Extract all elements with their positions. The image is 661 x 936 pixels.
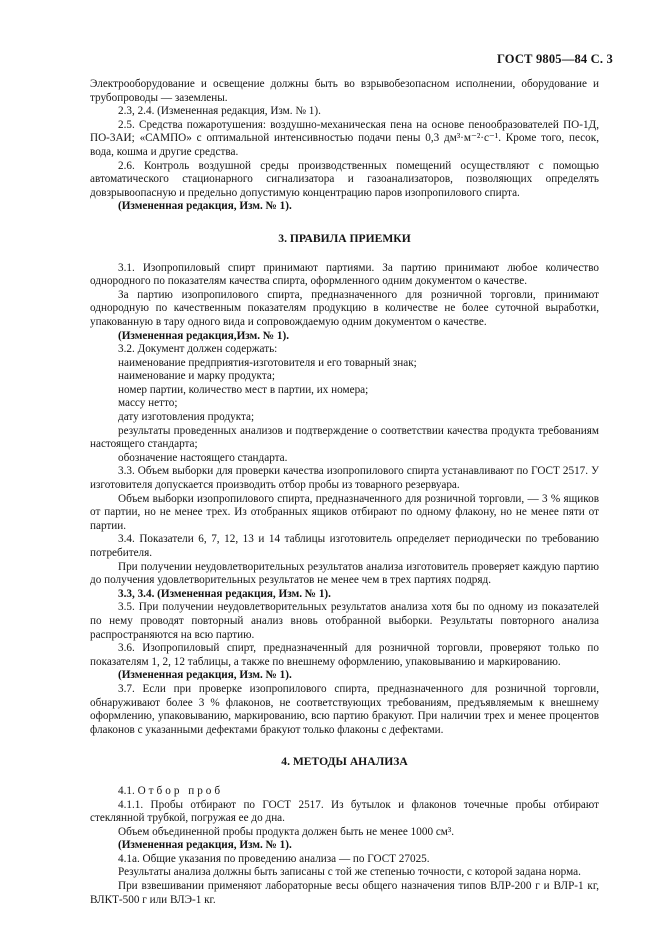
list-item: обозначение настоящего стандарта. bbox=[118, 451, 288, 464]
amendment-note: (Измененная редакция,Изм. № 1). bbox=[118, 329, 289, 342]
paragraph: 3.1. Изопропиловый спирт принимают партиями. За партию принимают любое количество однородного по показателям качества спирта, оформленного одним документом о качестве. bbox=[90, 261, 599, 288]
list-item: массу нетто; bbox=[118, 397, 178, 410]
paragraph: 3.3. Объем выборки для проверки качества изопропилового спирта устанавливают по ГОСТ 2517. У изготовителя допускается производить отбор пробы из товарного резервуара. bbox=[90, 465, 599, 492]
amendment-note: 3.3, 3.4. (Измененная редакция, Изм. № 1). bbox=[118, 587, 331, 600]
paragraph bbox=[90, 785, 599, 799]
paragraph: Электрооборудование и освещение должны быть во взрывобезопасном исполнении, оборудование и трубопроводы — заземлены. bbox=[90, 78, 599, 104]
paragraph: 3.2. Документ должен содержать: bbox=[118, 343, 278, 356]
subsection-number: 4.1. bbox=[118, 784, 135, 797]
subsection-title: Отбор проб bbox=[137, 784, 224, 797]
paragraph: 3.5. При получении неудовлетворительных результатов анализа хотя бы по одному из показателей по нему проводят повторный анализ вновь отобранной выборки. Результаты повторного анализа распространяются на всю партию. bbox=[90, 601, 599, 641]
paragraph: 4.1.1. Пробы отбирают по ГОСТ 2517. Из бутылок и флаконов точечные пробы отбирают стеклянной трубкой, погружая ее до дна. bbox=[90, 798, 599, 825]
paragraph: 3.4. Показатели 6, 7, 12, 13 и 14 таблицы изготовитель определяет периодически по требованию потребителя. bbox=[90, 533, 599, 559]
paragraph: При взвешивании применяют лабораторные весы общего назначения типов ВЛР-200 г и ВЛР-1 кг, ВЛКТ-500 г или ВЛЭ-1 кг. bbox=[90, 880, 599, 906]
paragraph: Результаты анализа должны быть записаны с той же степенью точности, с которой задана норма. bbox=[118, 866, 581, 879]
document-body bbox=[90, 78, 599, 907]
paragraph: За партию изопропилового спирта, предназначенного для розничной торговли, принимают однородную по качественным показателям продукцию в количестве не более суточной выработки, упакованную в тару одного вида и сопровождаемую одним документом о качестве. bbox=[90, 288, 599, 328]
paragraph: 4.1а. Общие указания по проведению анализа — по ГОСТ 27025. bbox=[118, 852, 430, 865]
list-item: наименование предприятия-изготовителя и его товарный знак; bbox=[118, 356, 417, 369]
amendment-note: (Измененная редакция, Изм. № 1). bbox=[118, 200, 292, 213]
paragraph: 2.3, 2.4. (Измененная редакция, Изм. № 1). bbox=[118, 105, 321, 118]
section-heading: 3. ПРАВИЛА ПРИЕМКИ bbox=[278, 231, 411, 245]
paragraph: 2.5. Средства пожаротушения: воздушно-механическая пена на основе пенообразователей ПО-1Д, ПО-3АИ; «САМПО» с оптимальной интенсивностью подачи пены 0,3 дм³·м⁻²·с⁻¹. Кроме того, песок, вода, кошма и другие средства. bbox=[90, 118, 599, 158]
amendment-note: (Измененная редакция, Изм. № 1). bbox=[118, 839, 292, 852]
paragraph: 3.6. Изопропиловый спирт, предназначенный для розничной торговли, проверяют только по показателям 1, 2, 12 таблицы, а также по внешнему оформлению, упаковыванию и маркированию. bbox=[90, 642, 599, 668]
list-item: наименование и марку продукта; bbox=[118, 370, 275, 383]
list-item: результаты проведенных анализов и подтверждение о соответствии качества продукта требованиям настоящего стандарта; bbox=[90, 424, 599, 451]
list-item: номер партии, количество мест в партии, их номера; bbox=[118, 383, 369, 396]
paragraph: При получении неудовлетворительных результатов анализа изготовитель проверяет каждую партию до получения удовлетворительных результатов не менее чем в трех партиях подряд. bbox=[90, 560, 599, 587]
list-item: дату изготовления продукта; bbox=[118, 411, 255, 424]
section-heading: 4. МЕТОДЫ АНАЛИЗА bbox=[281, 755, 408, 769]
paragraph: Объем объединенной пробы продукта должен быть не менее 1000 см³. bbox=[118, 825, 455, 838]
amendment-note: (Измененная редакция, Изм. № 1). bbox=[118, 669, 292, 682]
paragraph: 3.7. Если при проверке изопропилового спирта, предназначенного для розничной торговли, обнаруживают более 3 % флаконов, не соответствующих требованиям, предъявляемым к внешнему оформлению, упаковыванию, маркированию, всю партию бракуют. При наличии трех и менее процентов флаконов с указанными дефектами бракуют только флаконы с дефектами. bbox=[90, 682, 599, 736]
page-header: ГОСТ 9805—84 С. 3 bbox=[496, 52, 613, 66]
paragraph: Объем выборки изопропилового спирта, предназначенного для розничной торговли, — 3 % ящиков от партии, но не менее трех. Из отобранных ящиков отбирают по одному флакону, но не менее пяти от партии. bbox=[90, 492, 599, 532]
paragraph: 2.6. Контроль воздушной среды производственных помещений осуществляют с помощью автоматического стационарного сигнализатора и газоанализаторов, позволяющих определять довзрывоопасную и предельно допустимую концентрацию паров изопропилового спирта. bbox=[90, 159, 599, 199]
